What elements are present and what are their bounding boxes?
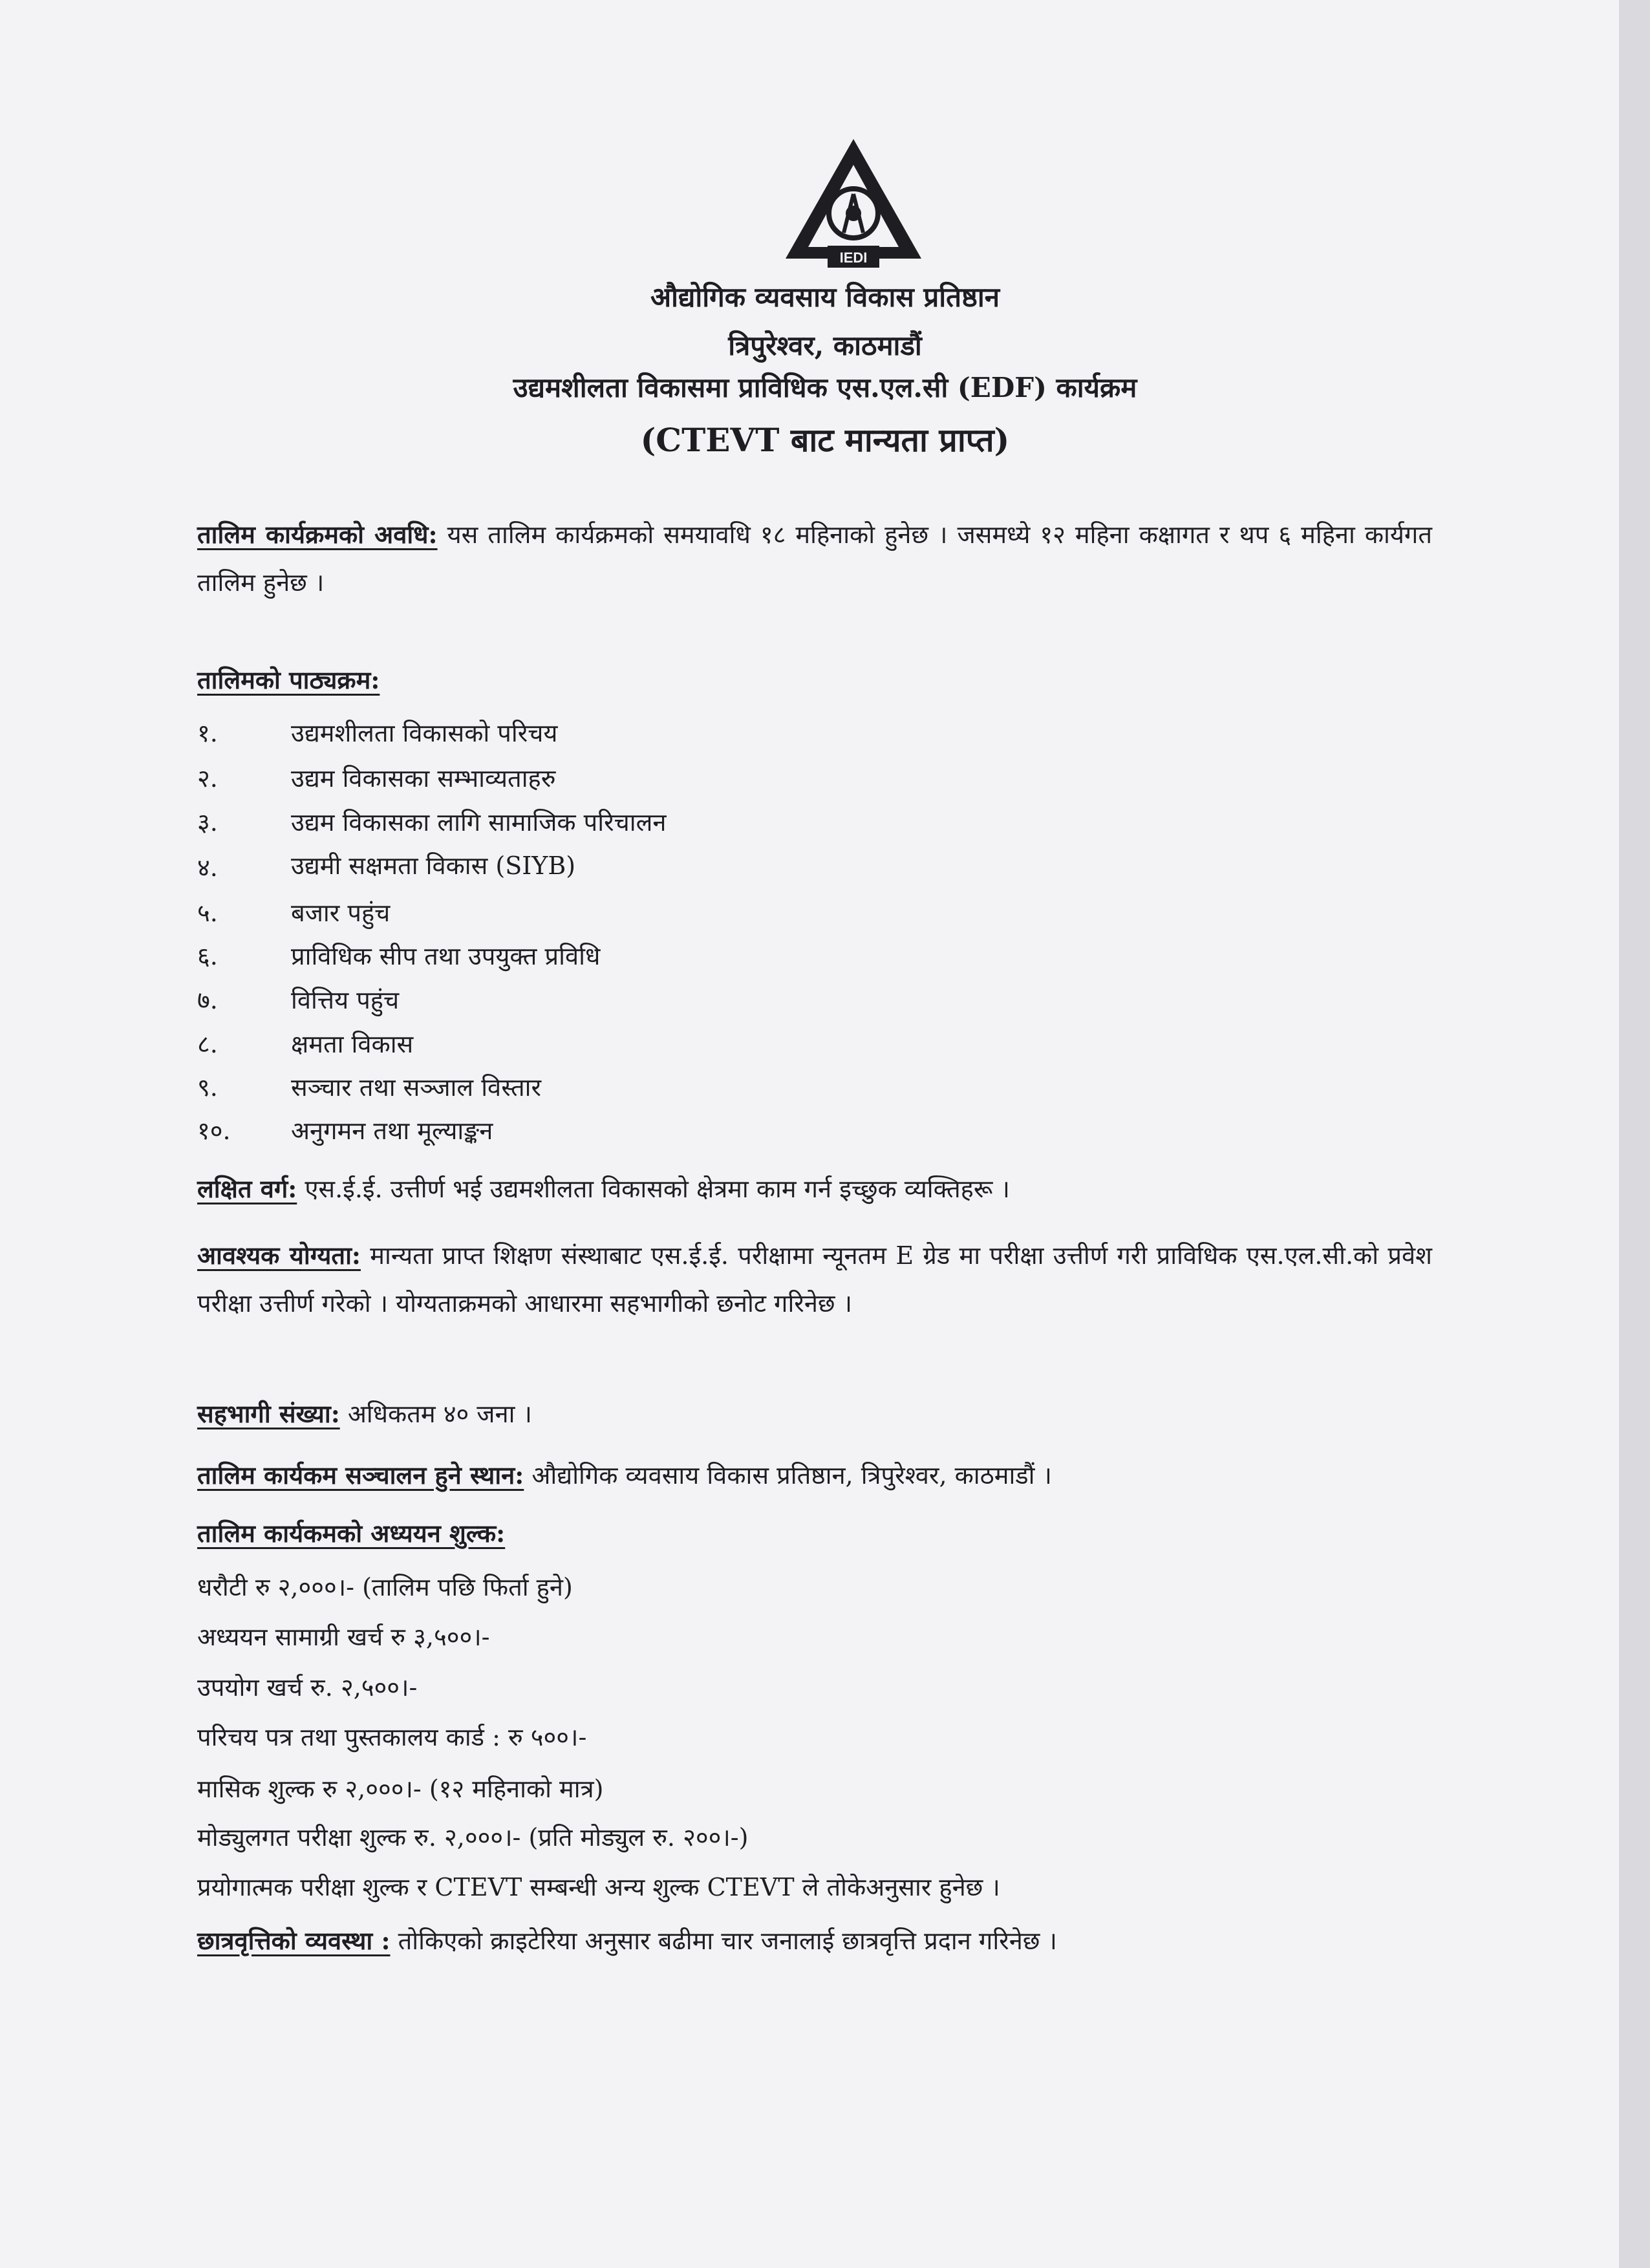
curriculum-item: बजार पहुंच bbox=[291, 899, 391, 927]
curriculum-item-number: ३. bbox=[197, 808, 218, 837]
curriculum-item: प्राविधिक सीप तथा उपयुक्त प्रविधि bbox=[291, 942, 601, 970]
duration-section bbox=[197, 511, 1432, 606]
logo-text: IEDI bbox=[839, 250, 868, 266]
fee-line: मोड्युलगत परीक्षा शुल्क रु. २,०००।- (प्रति मोड्युल रु. २००।-) bbox=[197, 1823, 749, 1852]
duration-label: तालिम कार्यक्रमको अवधि: bbox=[197, 520, 438, 549]
curriculum-item-number: १०. bbox=[197, 1117, 231, 1145]
curriculum-item: क्षमता विकास bbox=[291, 1030, 414, 1058]
venue-section bbox=[197, 1458, 1052, 1492]
target-group-section bbox=[197, 1165, 1432, 1213]
program-title: उद्यमशीलता विकासमा प्राविधिक एस.एल.सी (EDF) कार्यक्रम bbox=[513, 372, 1137, 403]
recognition-note: (CTEVT बाट मान्यता प्राप्त) bbox=[640, 421, 1010, 459]
fee-line: धरौटी रु २,०००।- (तालिम पछि फिर्ता हुने) bbox=[197, 1573, 573, 1601]
target-group-label: लक्षित वर्ग: bbox=[197, 1174, 297, 1203]
fee-line: प्रयोगात्मक परीक्षा शुल्क र CTEVT सम्बन्धी अन्य शुल्क CTEVT ले तोकेअनुसार हुनेछ । bbox=[197, 1873, 1000, 1901]
curriculum-item: वित्तिय पहुंच bbox=[291, 986, 400, 1014]
curriculum-item: उद्यमी सक्षमता विकास (SIYB) bbox=[291, 851, 576, 880]
curriculum-item: उद्यम विकासका सम्भाव्यताहरु bbox=[291, 764, 556, 793]
qualification-label: आवश्यक योग्यता: bbox=[197, 1241, 361, 1270]
curriculum-item-number: २. bbox=[197, 764, 218, 793]
fee-line: परिचय पत्र तथा पुस्तकालय कार्ड : रु ५००।- bbox=[197, 1723, 587, 1751]
curriculum-item-number: १. bbox=[197, 719, 218, 747]
iedi-logo-icon bbox=[782, 136, 925, 272]
curriculum-item-number: ८. bbox=[197, 1030, 218, 1058]
fee-line: उपयोग खर्च रु. २,५००।- bbox=[197, 1673, 418, 1702]
venue-label: तालिम कार्यकम सञ्चालन हुने स्थान: bbox=[197, 1460, 524, 1490]
target-group-text: एस.ई.ई. उत्तीर्ण भई उद्यमशीलता विकासको क्षेत्रमा काम गर्न इच्छुक व्यक्तिहरू । bbox=[305, 1175, 1010, 1203]
participants-section bbox=[197, 1396, 532, 1430]
curriculum-item-number: ५. bbox=[197, 899, 218, 927]
org-address: त्रिपुरेश्वर, काठमाडौं bbox=[728, 330, 922, 361]
fees-section bbox=[197, 1516, 505, 1550]
qualification-section bbox=[197, 1232, 1432, 1327]
participants-label: सहभागी संख्या: bbox=[197, 1399, 340, 1428]
curriculum-item-number: ४. bbox=[197, 853, 218, 882]
curriculum-item-number: ९. bbox=[197, 1073, 218, 1102]
curriculum-item: अनुगमन तथा मूल्याङ्कन bbox=[291, 1117, 493, 1145]
duration-text: यस तालिम कार्यक्रमको समयावधि १८ महिनाको हुनेछ । जसमध्ये १२ महिना कक्षागत र थप ६ महिना कार्यगत तालिम हुनेछ । bbox=[197, 520, 1432, 597]
participants-text: अधिकतम ४० जना । bbox=[347, 1400, 532, 1428]
scholarship-text: तोकिएको क्राइटेरिया अनुसार बढीमा चार जनालाई छात्रवृत्ति प्रदान गरिनेछ । bbox=[398, 1927, 1057, 1955]
venue-text: औद्योगिक व्यवसाय विकास प्रतिष्ठान, त्रिपुरेश्वर, काठमाडौं । bbox=[531, 1461, 1052, 1490]
fees-label: तालिम कार्यकमको अध्ययन शुल्क: bbox=[197, 1519, 506, 1548]
org-name: औद्योगिक व्यवसाय विकास प्रतिष्ठान bbox=[650, 281, 1000, 313]
scholarship-label: छात्रवृत्तिको व्यवस्था : bbox=[197, 1926, 391, 1955]
curriculum-item: उद्यम विकासका लागि सामाजिक परिचालन bbox=[291, 808, 667, 837]
curriculum-item-number: ६. bbox=[197, 942, 218, 970]
curriculum-label: तालिमको पाठ्यक्रम: bbox=[197, 665, 380, 694]
curriculum-section bbox=[197, 663, 380, 696]
qualification-text: मान्यता प्राप्त शिक्षण संस्थाबाट एस.ई.ई. परीक्षामा न्यूनतम E ग्रेड मा परीक्षा उत्तीर्ण गरी प्राविधिक एस.एल.सी.को प्रवेश परीक्षा उत्तीर्ण गरेको । योग्यताक्रमको आधारमा सहभागीको छनोट गरिनेछ । bbox=[197, 1241, 1432, 1318]
scholarship-section bbox=[197, 1923, 1057, 1957]
fee-line: मासिक शुल्क रु २,०००।- (१२ महिनाको मात्र) bbox=[197, 1775, 604, 1803]
curriculum-item: सञ्चार तथा सञ्जाल विस्तार bbox=[291, 1073, 542, 1102]
curriculum-item-number: ७. bbox=[197, 986, 218, 1014]
curriculum-item: उद्यमशीलता विकासको परिचय bbox=[291, 719, 558, 747]
fee-line: अध्ययन सामाग्री खर्च रु ३,५००।- bbox=[197, 1623, 490, 1651]
